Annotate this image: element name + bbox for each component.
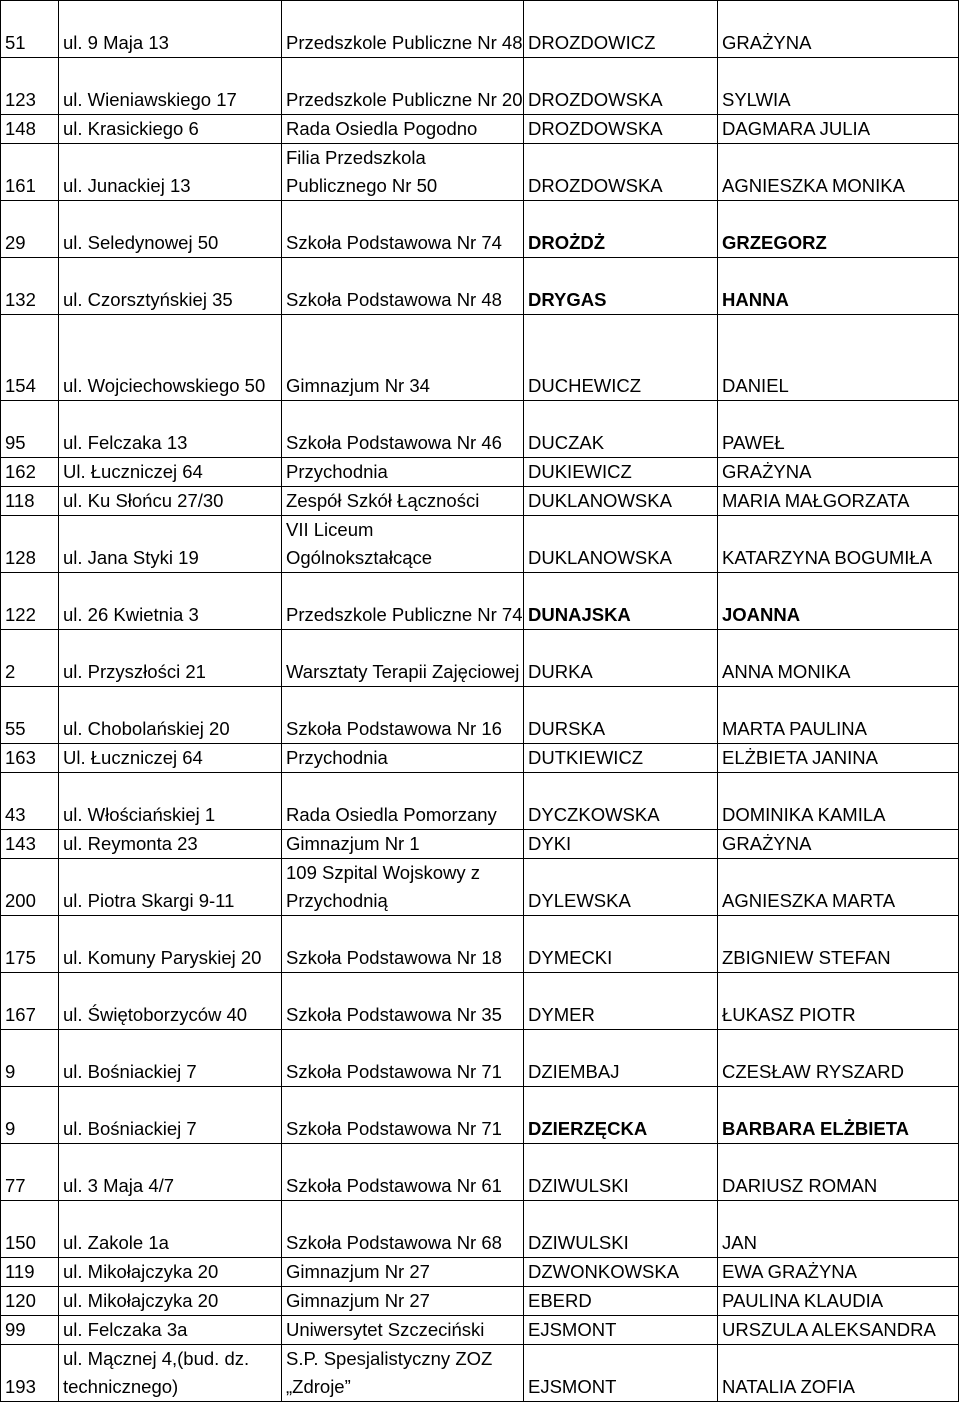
table-row [1, 401, 959, 458]
table-row [1, 1345, 959, 1402]
row-number: 9 [1, 1030, 59, 1087]
institution: Szkoła Podstawowa Nr 61 [282, 1144, 524, 1201]
institution: Szkoła Podstawowa Nr 35 [282, 973, 524, 1030]
first-name: SYLWIA [718, 58, 959, 115]
first-name: AGNIESZKA MARTA [718, 859, 959, 916]
institution: Rada Osiedla Pogodno [282, 115, 524, 144]
row-number: 2 [1, 630, 59, 687]
table-row [1, 58, 959, 115]
first-name: DARIUSZ ROMAN [718, 1144, 959, 1201]
first-name: ANNA MONIKA [718, 630, 959, 687]
institution: Filia Przedszkola Publicznego Nr 50 [282, 144, 524, 201]
table-row [1, 315, 959, 401]
table-row [1, 1201, 959, 1258]
institution: Rada Osiedla Pomorzany [282, 773, 524, 830]
first-name: BARBARA ELŻBIETA [718, 1087, 959, 1144]
street-address: ul. 9 Maja 13 [59, 1, 282, 58]
first-name: NATALIA ZOFIA [718, 1345, 959, 1402]
row-number: 143 [1, 830, 59, 859]
institution: Szkoła Podstawowa Nr 48 [282, 258, 524, 315]
first-name: MARTA PAULINA [718, 687, 959, 744]
institution: Szkoła Podstawowa Nr 46 [282, 401, 524, 458]
surname: DURSKA [524, 687, 718, 744]
surname: DYCZKOWSKA [524, 773, 718, 830]
table-row [1, 115, 959, 144]
surname: DZIEMBAJ [524, 1030, 718, 1087]
first-name: ELŻBIETA JANINA [718, 744, 959, 773]
street-address: ul. Mikołajczyka 20 [59, 1258, 282, 1287]
street-address: ul. Felczaka 3a [59, 1316, 282, 1345]
row-number: 122 [1, 573, 59, 630]
row-number: 161 [1, 144, 59, 201]
table-row [1, 916, 959, 973]
surname: DUCHEWICZ [524, 315, 718, 401]
surname: DUNAJSKA [524, 573, 718, 630]
row-number: 128 [1, 516, 59, 573]
institution: Szkoła Podstawowa Nr 71 [282, 1087, 524, 1144]
street-address: ul. Świętoborzyców 40 [59, 973, 282, 1030]
surname: DUTKIEWICZ [524, 744, 718, 773]
institution: Warsztaty Terapii Zajęciowej [282, 630, 524, 687]
institution: Gimnazjum Nr 27 [282, 1287, 524, 1316]
table-row [1, 258, 959, 315]
table-row [1, 1258, 959, 1287]
first-name: URSZULA ALEKSANDRA [718, 1316, 959, 1345]
institution: Przedszkole Publiczne Nr 74 [282, 573, 524, 630]
surname: DROZDOWSKA [524, 144, 718, 201]
street-address: ul. Czorsztyńskiej 35 [59, 258, 282, 315]
row-number: 99 [1, 1316, 59, 1345]
institution: 109 Szpital Wojskowy z Przychodnią [282, 859, 524, 916]
row-number: 175 [1, 916, 59, 973]
street-address: Ul. Łuczniczej 64 [59, 458, 282, 487]
table-row [1, 516, 959, 573]
table-row [1, 201, 959, 258]
surname: EJSMONT [524, 1316, 718, 1345]
institution: Przedszkole Publiczne Nr 48 [282, 1, 524, 58]
surname: DUCZAK [524, 401, 718, 458]
institution: VII Liceum Ogólnokształcące [282, 516, 524, 573]
street-address: ul. Chobolańskiej 20 [59, 687, 282, 744]
surname: DUKLANOWSKA [524, 516, 718, 573]
institution: Szkoła Podstawowa Nr 71 [282, 1030, 524, 1087]
table-row [1, 859, 959, 916]
surname: DYMER [524, 973, 718, 1030]
table-row [1, 458, 959, 487]
street-address: ul. Piotra Skargi 9-11 [59, 859, 282, 916]
street-address: ul. Jana Styki 19 [59, 516, 282, 573]
row-number: 43 [1, 773, 59, 830]
street-address: ul. Mącznej 4,(bud. dz. technicznego) [59, 1345, 282, 1402]
street-address: ul. Ku Słońcu 27/30 [59, 487, 282, 516]
table-row [1, 1087, 959, 1144]
table-row [1, 630, 959, 687]
institution: Szkoła Podstawowa Nr 74 [282, 201, 524, 258]
row-number: 167 [1, 973, 59, 1030]
row-number: 123 [1, 58, 59, 115]
row-number: 132 [1, 258, 59, 315]
row-number: 162 [1, 458, 59, 487]
institution: Zespół Szkół Łączności [282, 487, 524, 516]
street-address: ul. Reymonta 23 [59, 830, 282, 859]
row-number: 193 [1, 1345, 59, 1402]
first-name: DAGMARA JULIA [718, 115, 959, 144]
institution: Szkoła Podstawowa Nr 68 [282, 1201, 524, 1258]
institution: S.P. Spesjalistyczny ZOZ „Zdroje” [282, 1345, 524, 1402]
row-number: 55 [1, 687, 59, 744]
institution: Gimnazjum Nr 27 [282, 1258, 524, 1287]
surname: DURKA [524, 630, 718, 687]
first-name: DANIEL [718, 315, 959, 401]
first-name: JOANNA [718, 573, 959, 630]
surname: DZWONKOWSKA [524, 1258, 718, 1287]
table-row [1, 1030, 959, 1087]
row-number: 200 [1, 859, 59, 916]
street-address: ul. Wieniawskiego 17 [59, 58, 282, 115]
table-row [1, 687, 959, 744]
row-number: 154 [1, 315, 59, 401]
surname: DROZDOWICZ [524, 1, 718, 58]
first-name: PAULINA KLAUDIA [718, 1287, 959, 1316]
table-row [1, 1287, 959, 1316]
institution: Przychodnia [282, 458, 524, 487]
row-number: 120 [1, 1287, 59, 1316]
street-address: ul. Komuny Paryskiej 20 [59, 916, 282, 973]
street-address: ul. Zakole 1a [59, 1201, 282, 1258]
first-name: CZESŁAW RYSZARD [718, 1030, 959, 1087]
surname: DZIERZĘCKA [524, 1087, 718, 1144]
first-name: KATARZYNA BOGUMIŁA [718, 516, 959, 573]
street-address: ul. Bośniackiej 7 [59, 1087, 282, 1144]
table-row [1, 144, 959, 201]
first-name: GRAŻYNA [718, 830, 959, 859]
street-address: ul. Felczaka 13 [59, 401, 282, 458]
row-number: 29 [1, 201, 59, 258]
surname: DUKLANOWSKA [524, 487, 718, 516]
members-table-body [1, 1, 959, 1402]
surname: DYMECKI [524, 916, 718, 973]
row-number: 77 [1, 1144, 59, 1201]
row-number: 9 [1, 1087, 59, 1144]
surname: DYLEWSKA [524, 859, 718, 916]
surname: DUKIEWICZ [524, 458, 718, 487]
row-number: 119 [1, 1258, 59, 1287]
first-name: ZBIGNIEW STEFAN [718, 916, 959, 973]
surname: DRYGAS [524, 258, 718, 315]
table-row [1, 973, 959, 1030]
institution: Gimnazjum Nr 34 [282, 315, 524, 401]
first-name: DOMINIKA KAMILA [718, 773, 959, 830]
table-row [1, 1316, 959, 1345]
table-row [1, 773, 959, 830]
first-name: GRZEGORZ [718, 201, 959, 258]
street-address: ul. Mikołajczyka 20 [59, 1287, 282, 1316]
first-name: GRAŻYNA [718, 1, 959, 58]
row-number: 51 [1, 1, 59, 58]
row-number: 163 [1, 744, 59, 773]
table-row [1, 744, 959, 773]
surname: EBERD [524, 1287, 718, 1316]
institution: Gimnazjum Nr 1 [282, 830, 524, 859]
table-row [1, 1, 959, 58]
street-address: ul. Seledynowej 50 [59, 201, 282, 258]
institution: Szkoła Podstawowa Nr 18 [282, 916, 524, 973]
street-address: ul. Wojciechowskiego 50 [59, 315, 282, 401]
row-number: 148 [1, 115, 59, 144]
first-name: AGNIESZKA MONIKA [718, 144, 959, 201]
institution: Szkoła Podstawowa Nr 16 [282, 687, 524, 744]
table-row [1, 573, 959, 630]
street-address: Ul. Łuczniczej 64 [59, 744, 282, 773]
first-name: ŁUKASZ PIOTR [718, 973, 959, 1030]
first-name: PAWEŁ [718, 401, 959, 458]
institution: Przychodnia [282, 744, 524, 773]
surname: DROZDOWSKA [524, 115, 718, 144]
surname: DYKI [524, 830, 718, 859]
row-number: 150 [1, 1201, 59, 1258]
first-name: JAN [718, 1201, 959, 1258]
street-address: ul. Włościańskiej 1 [59, 773, 282, 830]
surname: DZIWULSKI [524, 1201, 718, 1258]
table-row [1, 487, 959, 516]
surname: DROŻDŻ [524, 201, 718, 258]
first-name: EWA GRAŻYNA [718, 1258, 959, 1287]
first-name: MARIA MAŁGORZATA [718, 487, 959, 516]
surname: DROZDOWSKA [524, 58, 718, 115]
street-address: ul. 26 Kwietnia 3 [59, 573, 282, 630]
street-address: ul. Krasickiego 6 [59, 115, 282, 144]
street-address: ul. Junackiej 13 [59, 144, 282, 201]
surname: EJSMONT [524, 1345, 718, 1402]
first-name: GRAŻYNA [718, 458, 959, 487]
row-number: 118 [1, 487, 59, 516]
street-address: ul. Przyszłości 21 [59, 630, 282, 687]
first-name: HANNA [718, 258, 959, 315]
table-row [1, 830, 959, 859]
institution: Przedszkole Publiczne Nr 20 [282, 58, 524, 115]
surname: DZIWULSKI [524, 1144, 718, 1201]
street-address: ul. Bośniackiej 7 [59, 1030, 282, 1087]
table-row [1, 1144, 959, 1201]
institution: Uniwersytet Szczeciński [282, 1316, 524, 1345]
street-address: ul. 3 Maja 4/7 [59, 1144, 282, 1201]
row-number: 95 [1, 401, 59, 458]
